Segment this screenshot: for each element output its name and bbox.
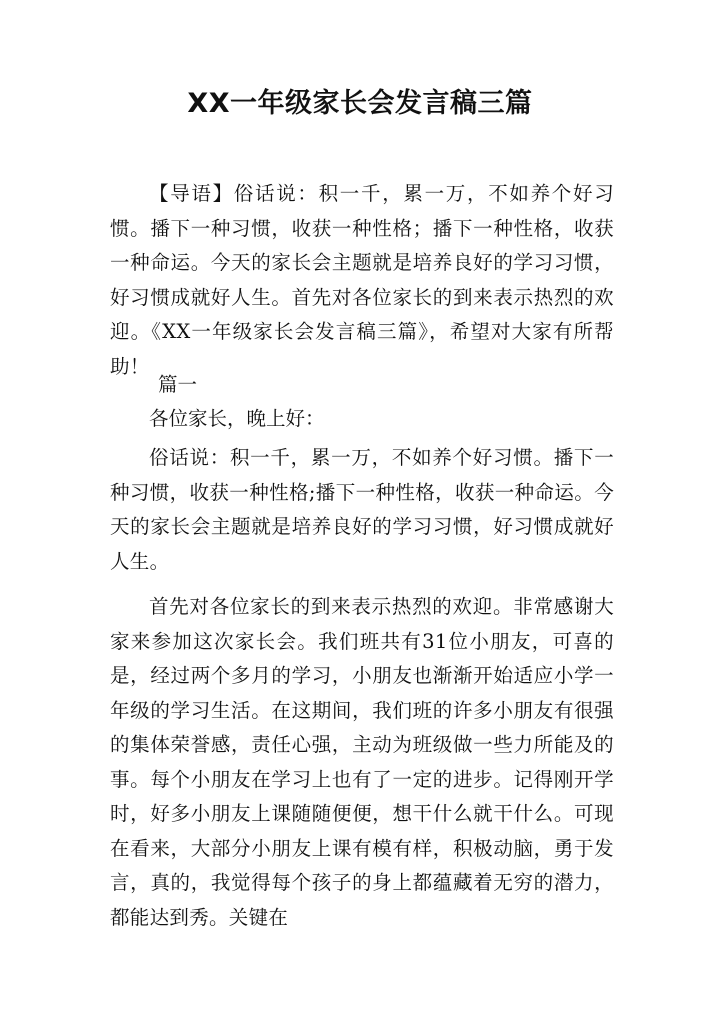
- body-paragraph-block: [110, 441, 614, 579]
- page-title: XX一年级家长会发言稿三篇: [187, 88, 533, 119]
- intro-block: [110, 177, 614, 384]
- body-paragraph: 俗话说：积一千，累一万，不如养个好习惯。播下一种习惯，收获一种性格;播下一种性格，收获一种命运。今天的家长会主题就是培养良好的学习习惯，好习惯成就好人生。: [110, 446, 614, 573]
- section-heading: 篇一: [158, 373, 198, 396]
- greeting-line: 各位家长，晚上好：: [149, 407, 325, 430]
- body-paragraph: 首先对各位家长的到来表示热烈的欢迎。非常感谢大家来参加这次家长会。我们班共有31位小朋友，可喜的是，经过两个多月的学习，小朋友也渐渐开始适应小学一年级的学习生活。在这期间，我们班的许多小朋友有很强的集体荣誉感，责任心强，主动为班级做一些力所能及的事。每个小朋友在学习上也有了一定的进步。记得刚开学时，好多小朋友上课随随便便，想干什么就干什么。可现在看来，大部分小朋友上课有模有样，积极动脑，勇于发言，真的，我觉得每个孩子的身上都蕴藏着无穷的潜力，都能达到秀。关键在: [110, 595, 614, 929]
- intro-paragraph: 【导语】俗话说：积一千，累一万，不如养个好习惯。播下一种习惯，收获一种性格；播下一种性格，收获一种命运。今天的家长会主题就是培养良好的学习习惯，好习惯成就好人生。首先对各位家长的到来表示热烈的欢迎。《XX一年级家长会发言稿三篇》，希望对大家有所帮助！: [110, 182, 614, 378]
- body-paragraph-block: [110, 590, 614, 935]
